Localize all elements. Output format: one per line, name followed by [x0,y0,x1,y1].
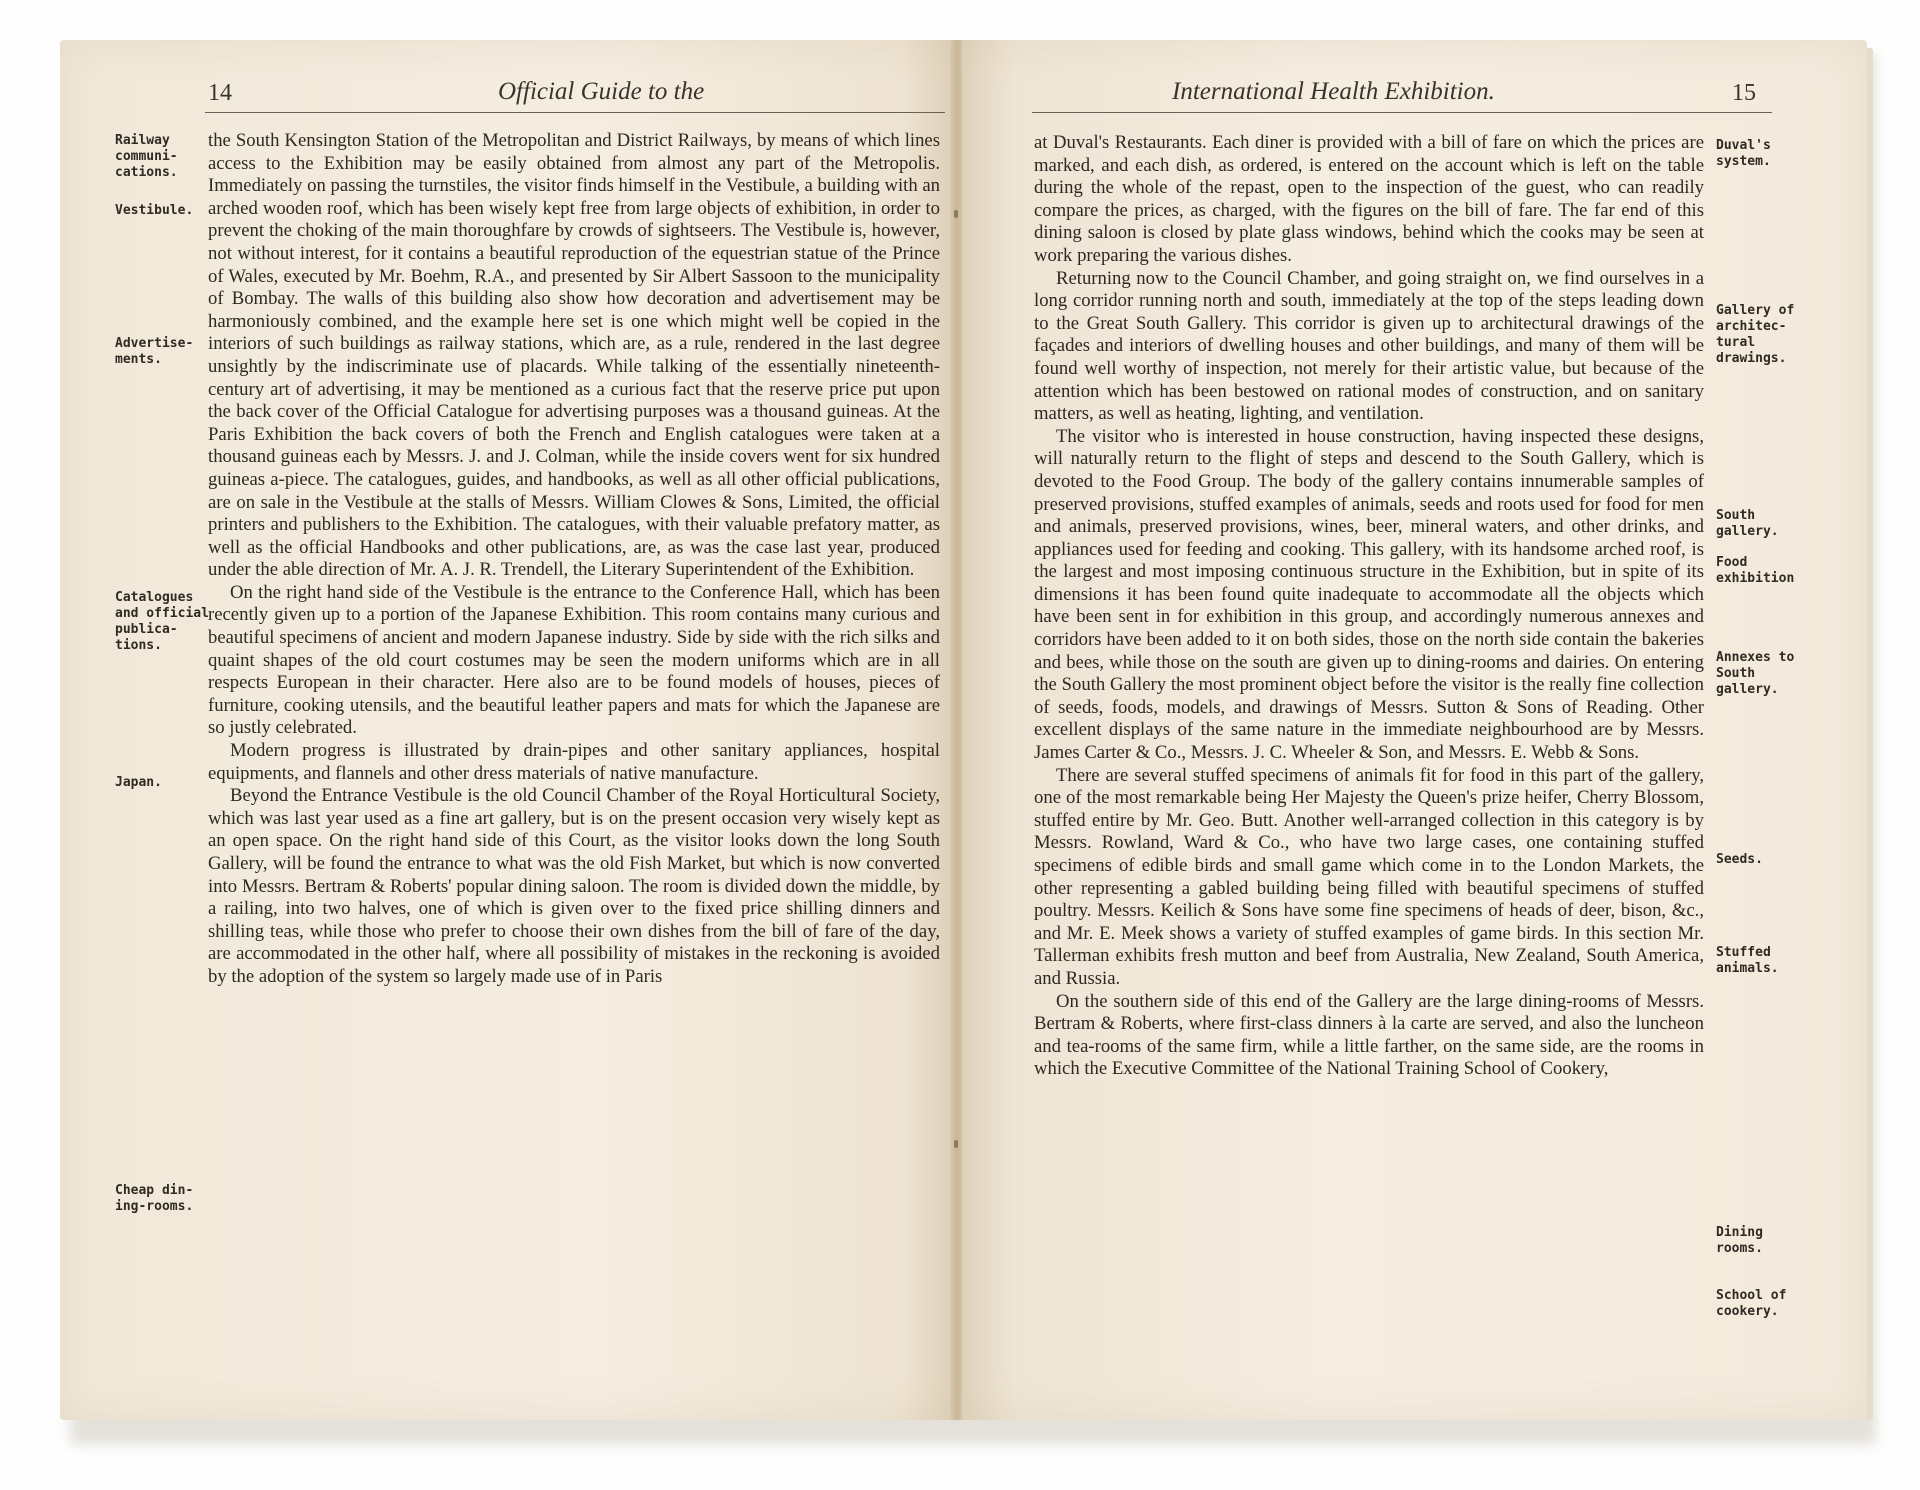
spine-stitch-mark [954,1140,958,1148]
margin-note-gallery-architectural: Gallery of architec-tural drawings. [1716,303,1795,366]
left-paragraph-3: Modern progress is illustrated by drain-pipes and other sanitary appliances, hospital equipments, and flannels and other dress materials of native manufacture. [208,740,940,784]
margin-note-advertisements: Advertise-ments. [115,336,194,367]
right-header-rule [1032,112,1772,113]
margin-note-catalogues: Catalogues and official publica-tions. [115,590,209,653]
margin-note-seeds: Seeds. [1716,852,1763,867]
margin-note-school-of-cookery: School of cookery. [1716,1288,1787,1319]
left-running-title: Official Guide to the [498,78,705,105]
margin-note-south-gallery: South gallery. [1716,508,1779,539]
margin-note-stuffed-animals: Stuffed animals. [1716,945,1779,976]
left-body-text [208,130,940,989]
page-edge [1867,48,1873,1420]
left-page-number: 14 [208,80,232,106]
margin-note-vestibule: Vestibule. [115,203,194,218]
margin-note-annexes: Annexes to South gallery. [1716,650,1795,697]
left-page [60,40,952,1420]
right-body-text [1034,132,1704,1081]
left-paragraph-2: On the right hand side of the Vestibule is the entrance to the Conference Hall, which has been recently given up to a portion of the Japanese Exhibition. This room contains many curious and beautiful specimens of ancient and modern Japanese industry. Side by side with the rich silks and quaint shapes of the old court costumes may be seen the modern uniforms which are in all respects European in their character. Here also are to be found models of houses, pieces of furniture, cooking utensils, and the beautiful leather papers and mats for which the Japanese are so justly celebrated. [208,581,940,739]
right-page [962,40,1867,1420]
right-running-title: International Health Exhibition. [1172,78,1495,105]
right-paragraph-3: The visitor who is interested in house construction, having inspected these designs, will naturally return to the flight of steps and descend to the South Gallery, which is devoted to the Food Group. The body of the gallery contains innumerable samples of preserved provisions, stuffed examples of animals, seeds and roots used for food for men and animals, preserved provisions, wines, beer, mineral waters, and other drinks, and appliances used for feeding and cooking. This gallery, with its handsome arched roof, is the largest and most imposing continuous structure in the Exhibition, but in spite of its dimensions it has been found quite inadequate to accommodate all the objects which have been sent in for exhibition in this group, and accordingly numerous annexes and corridors have been added to it on both sides, those on the north side contain the bakeries and bees, while those on the south are given up to dining-rooms and dairies. On entering the South Gallery the most prominent object before the visitor is the really fine collection of seeds, foods, models, and drawings of Messrs. Sutton & Sons of Reading. Other excellent displays of the same nature in the immediate neighbourhood are by Messrs. James Carter & Co., Messrs. J. C. Wheeler & Son, and Messrs. E. Webb & Sons. [1034,425,1704,764]
right-paragraph-1: at Duval's Restaurants. Each diner is provided with a bill of fare on which the prices are marked, and each dish, as ordered, is entered on the account which is left on the table during the whole of the repast, open to the inspection of the guest, who can readily compare the prices, as charged, with the figures on the bill of fare. The far end of this dining saloon is closed by plate glass windows, behind which the cooks may be seen at work preparing the various dishes. [1034,132,1704,266]
right-paragraph-2: Returning now to the Council Chamber, and going straight on, we find ourselves in a long corridor running north and south, immediately at the top of the steps leading down to the Great South Gallery. This corridor is given up to architectural drawings of the façades and interiors of dwelling houses and other buildings, and many of them will be found well worthy of inspection, not merely for their artistic value, but because of the attention which has been bestowed on rational modes of construction, and on sanitary matters, as well as heating, lighting, and ventilation. [1034,267,1704,425]
right-paragraph-4: There are several stuffed specimens of animals fit for food in this part of the gallery, one of the most remarkable being Her Majesty the Queen's prize heifer, Cherry Blossom, stuffed entire by Mr. Geo. Butt. Another well-arranged collection in this category is by Messrs. Rowland, Ward & Co., who have two large cases, one containing stuffed specimens of edible birds and small game which come in to the London Markets, the other representing a gabled building being filled with beautiful specimens of stuffed poultry. Messrs. Keilich & Sons have some fine specimens of heads of deer, bison, &c., and Mr. E. Meek shows a variety of stuffed examples of game birds. In this section Mr. Tallerman exhibits fresh mutton and beef from Australia, New Zealand, South America, and Russia. [1034,764,1704,989]
margin-note-railway: Railway communi-cations. [115,133,178,180]
margin-note-duvals-system: Duval's system. [1716,138,1771,169]
left-paragraph-1: the South Kensington Station of the Metropolitan and District Railways, by means of which lines access to the Exhibition may be easily obtained from almost any part of the Metropolis. Immediately on passing the turnstiles, the visitor finds himself in the Vestibule, a building with an arched wooden roof, which has been wisely kept free from large objects of exhibition, in order to prevent the choking of the main thoroughfare by crowds of sightseers. The Vestibule is, however, not without interest, for it contains a beautiful reproduction of the equestrian statue of the Prince of Wales, executed by Mr. Boehm, R.A., and presented by Sir Albert Sassoon to the municipality of Bombay. The walls of this building also show how decoration and advertisement may be harmoniously combined, and the example here set is one which might well be copied in the interiors of such buildings as railway stations, which are, as a rule, rendered in the last degree unsightly by the indiscriminate use of placards. While talking of the essentially nineteenth-century art of advertising, it may be mentioned as a curious fact that the reserve price put upon the back cover of the Official Catalogue for advertising purposes was a thousand guineas. At the Paris Exhibition the back covers of both the French and English catalogues were taken at a thousand guineas each by Messrs. J. and J. Colman, while the inside covers went for six hundred guineas a-piece. The catalogues, guides, and handbooks, as well as all other official publications, are on sale in the Vestibule at the stalls of Messrs. William Clowes & Sons, Limited, the official printers and publishers to the Exhibition. The catalogues, with their valuable prefatory matter, as well as the official Handbooks and other publications, are, as was the case last year, produced under the able direction of Mr. A. J. R. Trendell, the Literary Superintendent of the Exhibition. [208,130,941,581]
margin-note-dining-rooms: Dining rooms. [1716,1225,1763,1256]
left-header-rule [205,112,945,113]
right-page-number: 15 [1732,80,1756,106]
margin-note-japan: Japan. [115,775,162,790]
margin-note-food-exhibition: Food exhibition [1716,555,1795,586]
spine-stitch-mark [954,210,958,218]
margin-note-cheap-dining: Cheap din-ing-rooms. [115,1183,194,1214]
right-paragraph-5: On the southern side of this end of the Gallery are the large dining-rooms of Messrs. Bertram & Roberts, where first-class dinners à la carte are served, and also the luncheon and tea-rooms of the same firm, while a little farther, on the same side, are the rooms in which the Executive Committee of the National Training School of Cookery, [1034,990,1704,1080]
open-book [60,40,1870,1435]
left-paragraph-4: Beyond the Entrance Vestibule is the old Council Chamber of the Royal Horticultural Society, which was last year used as a fine art gallery, but is on the present occasion very wisely kept as an open space. On the right hand side of this Court, as the visitor looks down the long South Gallery, will be found the entrance to what was the old Fish Market, but which is now converted into Messrs. Bertram & Roberts' popular dining saloon. The room is divided down the middle, by a railing, into two halves, one of which is given over to the fixed price shilling dinners and shilling teas, while those who prefer to choose their own dishes from the bill of fare of the day, are accommodated in the other half, where all possibility of mistakes in the reckoning is avoided by the adoption of the system so largely made use of in Paris [208,785,940,987]
